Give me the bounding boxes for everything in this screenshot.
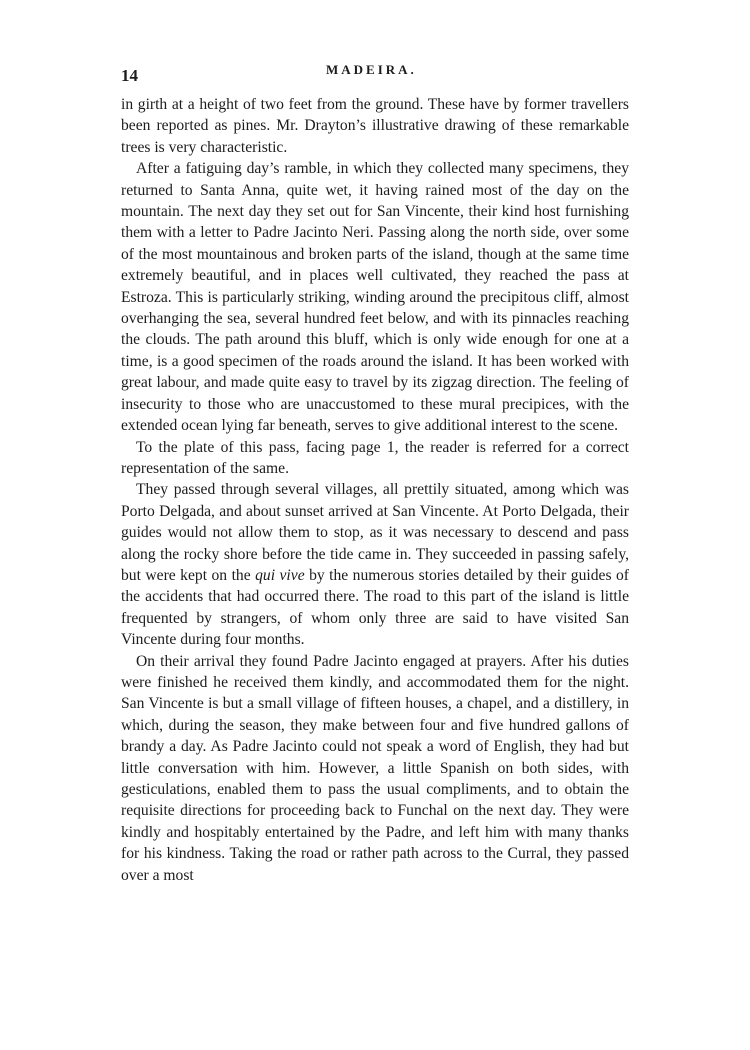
paragraph [121, 479, 629, 650]
running-head [121, 58, 629, 88]
paragraph [121, 651, 629, 886]
page-number: 14 [121, 66, 138, 85]
paragraph [121, 158, 629, 436]
italic-phrase: qui vive [255, 566, 305, 584]
body-text [121, 94, 629, 886]
paragraph-text: To the plate of this pass, facing page 1, the reader is referred for a correct representation of the same. [121, 438, 629, 477]
book-page [121, 58, 629, 886]
paragraph [121, 437, 629, 480]
paragraph-text: by the numerous stories detailed by their guides of the accidents that had occurred there. The road to this part of the island is little frequented by strangers, of whom only three are said to have visited San Vincente during four months. [121, 566, 629, 649]
paragraph-text: On their arrival they found Padre Jacinto engaged at prayers. After his duties were finished he received them kindly, and accommodated them for the night. San Vincente is but a small village of fifteen houses, a chapel, and a distillery, in which, during the season, they make between four and five hundred gallons of brandy a day. As Padre Jacinto could not speak a word of English, they had but little conversation with him. However, a little Spanish on both sides, with gesticulations, enabled them to pass the usual compliments, and to obtain the requisite directions for proceeding back to Funchal on the next day. They were kindly and hospitably entertained by the Padre, and left him with many thanks for his kindness. Taking the road or rather path across to the Curral, they passed over a most [121, 652, 629, 884]
running-title: MADEIRA. [326, 62, 417, 77]
paragraph-text: After a fatiguing day’s ramble, in which they collected many specimens, they returned to Santa Anna, quite wet, it having rained most of the day on the mountain. The next day they set out for San Vincente, their kind host furnishing them with a letter to Padre Jacinto Neri. Passing along the north side, over some of the most mountainous and broken parts of the island, though at the same time extremely beautiful, and in places well cultivated, they reached the pass at Estroza. This is particularly striking, winding around the precipitous cliff, almost overhanging the sea, several hundred feet below, and with its pinnacles reaching the clouds. The path around this bluff, which is only wide enough for one at a time, is a good specimen of the roads around the island. It has been worked with great labour, and made quite easy to travel by its zigzag direction. The feeling of insecurity to those who are unaccustomed to these mural precipices, with the extended ocean lying far beneath, serves to give additional interest to the scene. [121, 160, 629, 435]
paragraph-continued [121, 94, 629, 158]
paragraph-text: They passed through several villages, all prettily situated, among which was Porto Delgada, and about sunset arrived at San Vincente. At Porto Delgada, their guides would not allow them to stop, as it was necessary to descend and pass along the rocky shore before the tide came in. They succeeded in passing safely, but were kept on the [121, 481, 629, 584]
paragraph-text: in girth at a height of two feet from the ground. These have by former travellers been reported as pines. Mr. Drayton’s illustrative drawing of these remarkable trees is very characteristic. [121, 96, 629, 156]
